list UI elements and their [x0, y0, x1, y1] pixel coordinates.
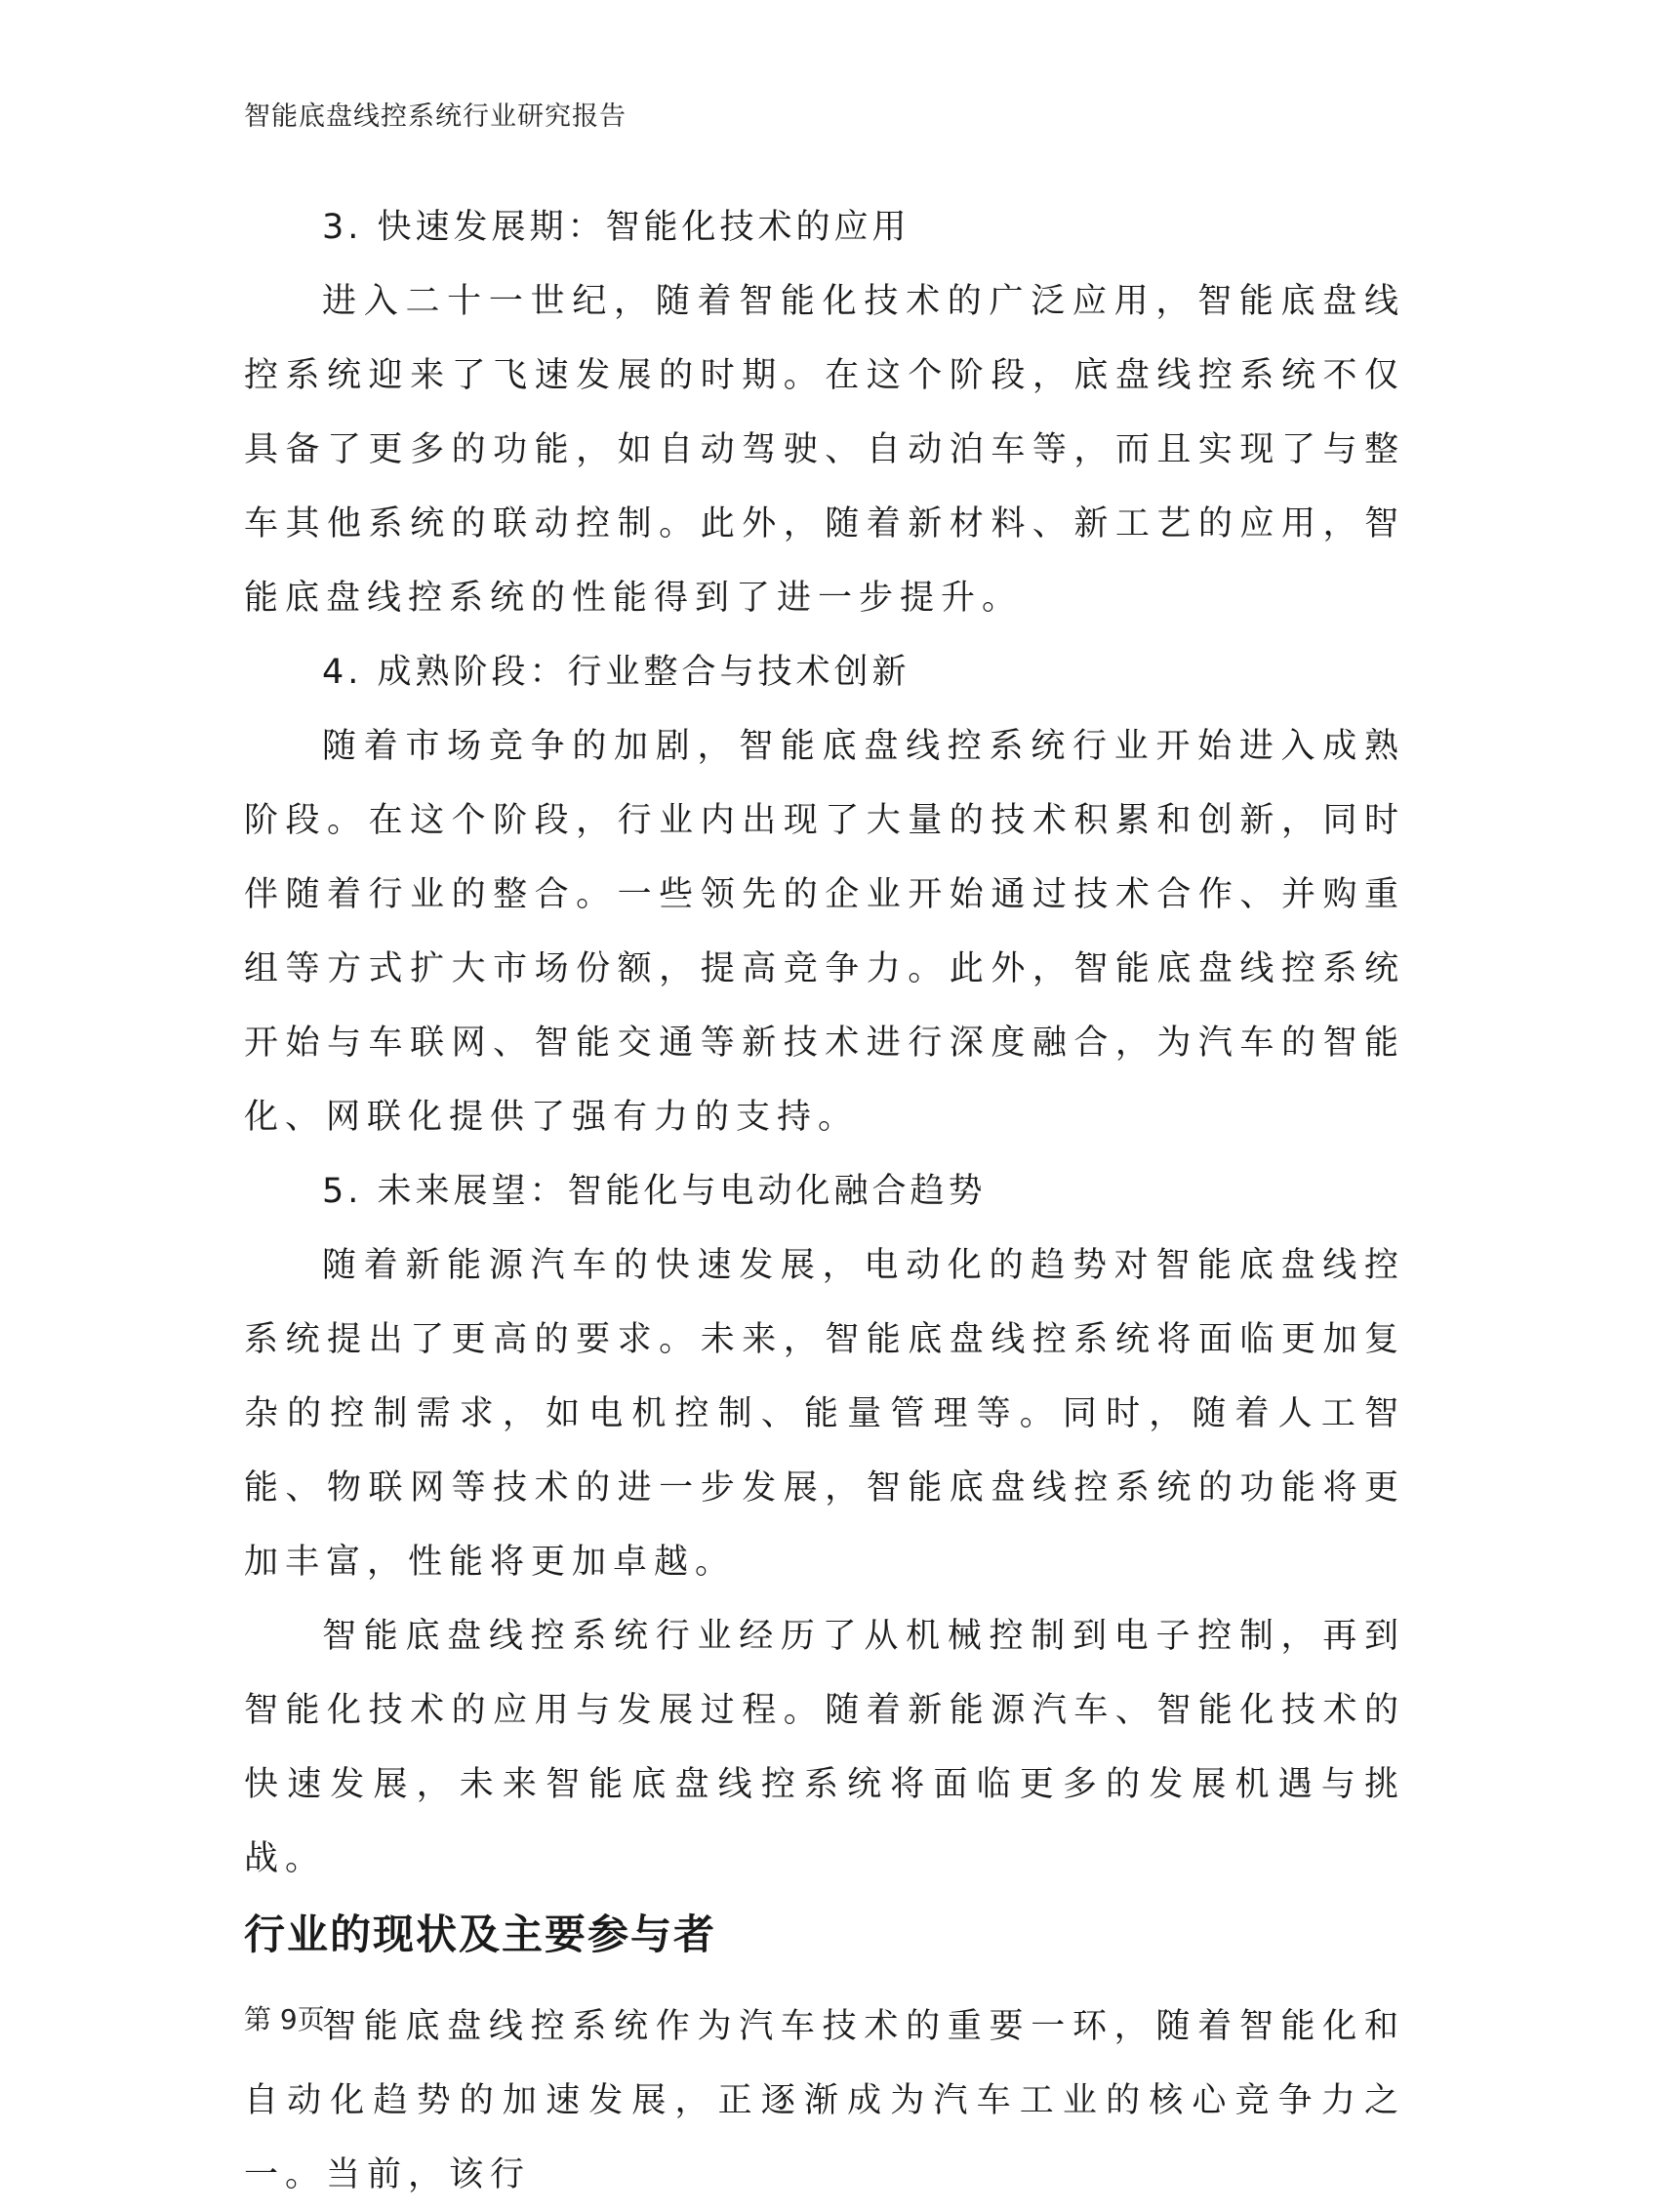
document-body	[244, 190, 1405, 2212]
section-3-heading: 3. 快速发展期：智能化技术的应用	[322, 208, 910, 247]
page-number: 第 9页	[244, 2003, 325, 2035]
section-4-heading: 4. 成熟阶段：行业整合与技术创新	[322, 653, 910, 692]
status-section-heading: 行业的现状及主要参与者	[244, 1910, 717, 1958]
page-header-title: 智能底盘线控系统行业研究报告	[244, 101, 627, 132]
section-4-paragraph: 随着市场竞争的加剧，智能底盘线控系统行业开始进入成熟阶段。在这个阶段，行业内出现了大量的技术积累和创新，同时伴随着行业的整合。一些领先的企业开始通过技术合作、并购重组等方式扩大市场份额，提高竞争力。此外，智能底盘线控系统开始与车联网、智能交通等新技术进行深度融合，为汽车的智能化、网联化提供了强有力的支持。	[244, 727, 1405, 1137]
section-3-paragraph: 进入二十一世纪，随着智能化技术的广泛应用，智能底盘线控系统迎来了飞速发展的时期。在这个阶段，底盘线控系统不仅具备了更多的功能，如自动驾驶、自动泊车等，而且实现了与整车其他系统的联动控制。此外，随着新材料、新工艺的应用，智能底盘线控系统的性能得到了进一步提升。	[244, 282, 1405, 618]
section-5-heading: 5. 未来展望：智能化与电动化融合趋势	[322, 1172, 987, 1211]
status-paragraph: 智能底盘线控系统作为汽车技术的重要一环，随着智能化和自动化趋势的加速发展，正逐渐成为汽车工业的核心竞争力之一。当前，该行	[244, 2007, 1405, 2194]
summary-paragraph: 智能底盘线控系统行业经历了从机械控制到电子控制，再到智能化技术的应用与发展过程。随着新能源汽车、智能化技术的快速发展，未来智能底盘线控系统将面临更多的发展机遇与挑战。	[244, 1617, 1405, 1878]
section-5-paragraph: 随着新能源汽车的快速发展，电动化的趋势对智能底盘线控系统提出了更高的要求。未来，智能底盘线控系统将面临更加复杂的控制需求，如电机控制、能量管理等。同时，随着人工智能、物联网等技术的进一步发展，智能底盘线控系统的功能将更加丰富，性能将更加卓越。	[244, 1246, 1405, 1582]
